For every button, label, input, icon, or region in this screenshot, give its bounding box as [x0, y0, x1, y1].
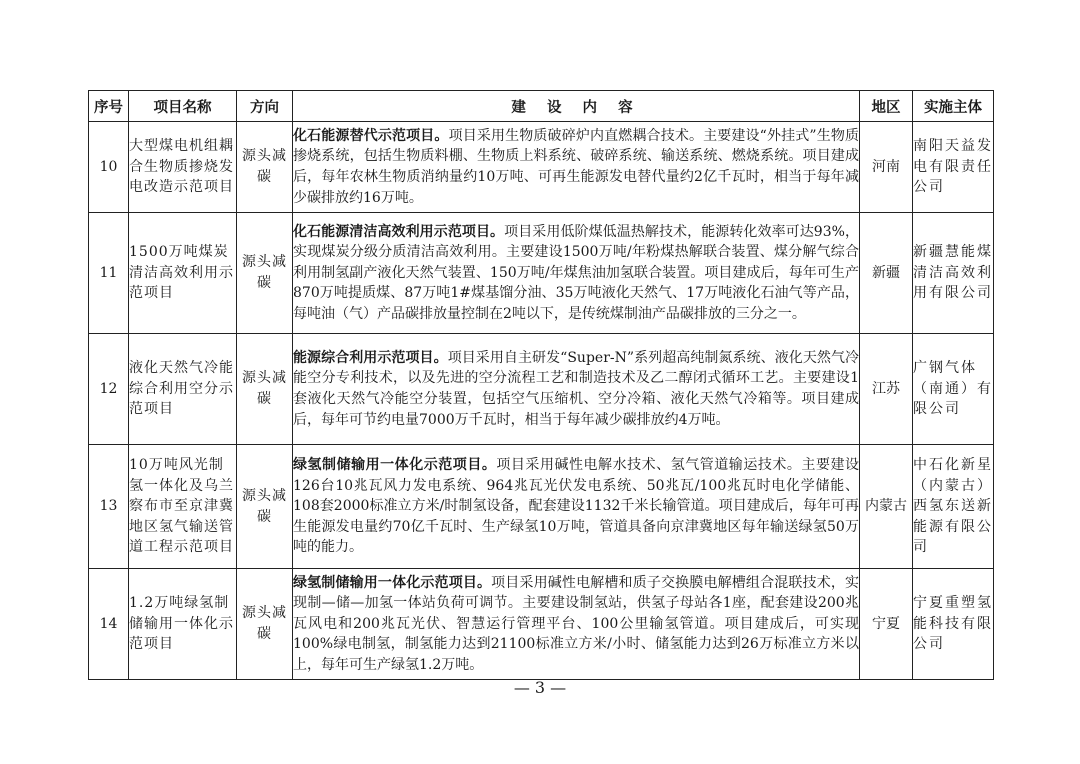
row-content-body: 项目采用生物质破碎炉内直燃耦合技术。主要建设“外挂式”生物质掺烧系统，包括生物质料棚、生物质上料系统、破碎系统、输送系统、燃烧系统。项目建成后，每年农林生物质消纳量约10万吨、可再生能源发电替代量约2亿千瓦时，相当于每年减少碳排放约16万吨。 [293, 127, 859, 206]
header-seq: 序号 [89, 91, 129, 122]
row-content-lead: 化石能源清洁高效利用示范项目。 [293, 223, 505, 240]
row-content-lead: 能源综合利用示范项目。 [293, 349, 448, 366]
row-entity: 南阳天益发电有限责任公司 [913, 122, 994, 213]
row-content [293, 445, 860, 569]
table-row [89, 122, 994, 213]
header-name: 项目名称 [129, 91, 237, 122]
row-seq: 14 [89, 569, 129, 680]
row-content-body: 项目采用碱性电解槽和质子交换膜电解槽组合混联技术，实现制—储—加氢一体站负荷可调节。主要建设制氢站，供氢子母站各1座，配套建设200兆瓦风电和200兆瓦光伏、智慧运行管理平台、100公里输氢管道。项目建成后，可实现100%绿电制氢，制氢能力达到21100标准立方米/小时、储氢能力达到26万标准立方米以上，每年可生产绿氢1.2万吨。 [293, 574, 860, 673]
row-entity: 广钢气体（南通）有限公司 [913, 334, 994, 445]
row-seq: 10 [89, 122, 129, 213]
table-row [89, 445, 994, 569]
table-row [89, 213, 994, 334]
row-region: 新疆 [860, 213, 913, 334]
row-direction: 源头减碳 [237, 569, 293, 680]
row-content [293, 334, 860, 445]
row-region: 河南 [860, 122, 913, 213]
row-region: 江苏 [860, 334, 913, 445]
row-project-name: 1500万吨煤炭清洁高效利用示范项目 [129, 213, 237, 334]
row-entity: 宁夏重塑氢能科技有限公司 [913, 569, 994, 680]
row-content-body: 项目采用低阶煤低温热解技术，能源转化效率可达93%，实现煤炭分级分质清洁高效利用。主要建设1500万吨/年粉煤热解联合装置、煤分解气综合利用制氢副产液化天然气装置、150万吨/年煤焦油加氢联合装置。项目建成后，每年可生产870万吨提质煤、87万吨1#煤基馏分油、35万吨液化天然气、17万吨液化石油气等产品，每吨油（气）产品碳排放量控制在2吨以下，是传统煤制油产品碳排放的三分之一。 [293, 223, 859, 322]
row-entity: 新疆慧能煤清洁高效利用有限公司 [913, 213, 994, 334]
row-content-lead: 绿氢制储输用一体化示范项目。 [293, 457, 497, 474]
row-content [293, 122, 860, 213]
row-content-body: 项目采用自主研发“Super-N”系列超高纯制氮系统、液化天然气冷能空分专利技术，以及先进的空分流程工艺和制造技术及乙二醇闭式循环工艺。主要建设1套液化天然气冷能空分装置，包括空气压缩机、空分冷箱、液化天然气冷箱等。项目建成后，每年可节约电量7000万千瓦时，相当于每年减少碳排放约4万吨。 [293, 349, 860, 428]
row-direction: 源头减碳 [237, 445, 293, 569]
row-seq: 12 [89, 334, 129, 445]
row-project-name: 10万吨风光制氢一体化及乌兰察布市至京津冀地区氢气输送管道工程示范项目 [129, 445, 237, 569]
row-direction: 源头减碳 [237, 213, 293, 334]
header-content: 建 设 内 容 [293, 91, 860, 122]
row-content-lead: 化石能源替代示范项目。 [293, 127, 449, 144]
row-direction: 源头减碳 [237, 334, 293, 445]
table-row [89, 569, 994, 680]
projects-table [88, 90, 994, 680]
row-region: 内蒙古 [860, 445, 913, 569]
row-project-name: 大型煤电机组耦合生物质掺烧发电改造示范项目 [129, 122, 237, 213]
row-content [293, 569, 860, 680]
row-project-name: 液化天然气冷能综合利用空分示范项目 [129, 334, 237, 445]
row-seq: 13 [89, 445, 129, 569]
header-entity: 实施主体 [913, 91, 994, 122]
row-content-body: 项目采用碱性电解水技术、氢气管道输运技术。主要建设126台10兆瓦风力发电系统、964兆瓦光伏发电系统、50兆瓦/100兆瓦时电化学储能、108套2000标准立方米/时制氢设备，配套建设1132千米长输管道。项目建成后，每年可再生能源发电量约70亿千瓦时、生产绿氢10万吨，管道具备向京津冀地区每年输送绿氢50万吨的能力。 [293, 457, 860, 556]
table-header-row [89, 91, 994, 122]
row-entity: 中石化新星（内蒙古）西氢东送新能源有限公司 [913, 445, 994, 569]
header-region: 地区 [860, 91, 913, 122]
page-number: — 3 — [513, 678, 567, 697]
table-row [89, 334, 994, 445]
row-seq: 11 [89, 213, 129, 334]
row-project-name: 1.2万吨绿氢制储输用一体化示范项目 [129, 569, 237, 680]
header-direction: 方向 [237, 91, 293, 122]
row-direction: 源头减碳 [237, 122, 293, 213]
row-region: 宁夏 [860, 569, 913, 680]
row-content [293, 213, 860, 334]
row-content-lead: 绿氢制储输用一体化示范项目。 [293, 574, 492, 591]
